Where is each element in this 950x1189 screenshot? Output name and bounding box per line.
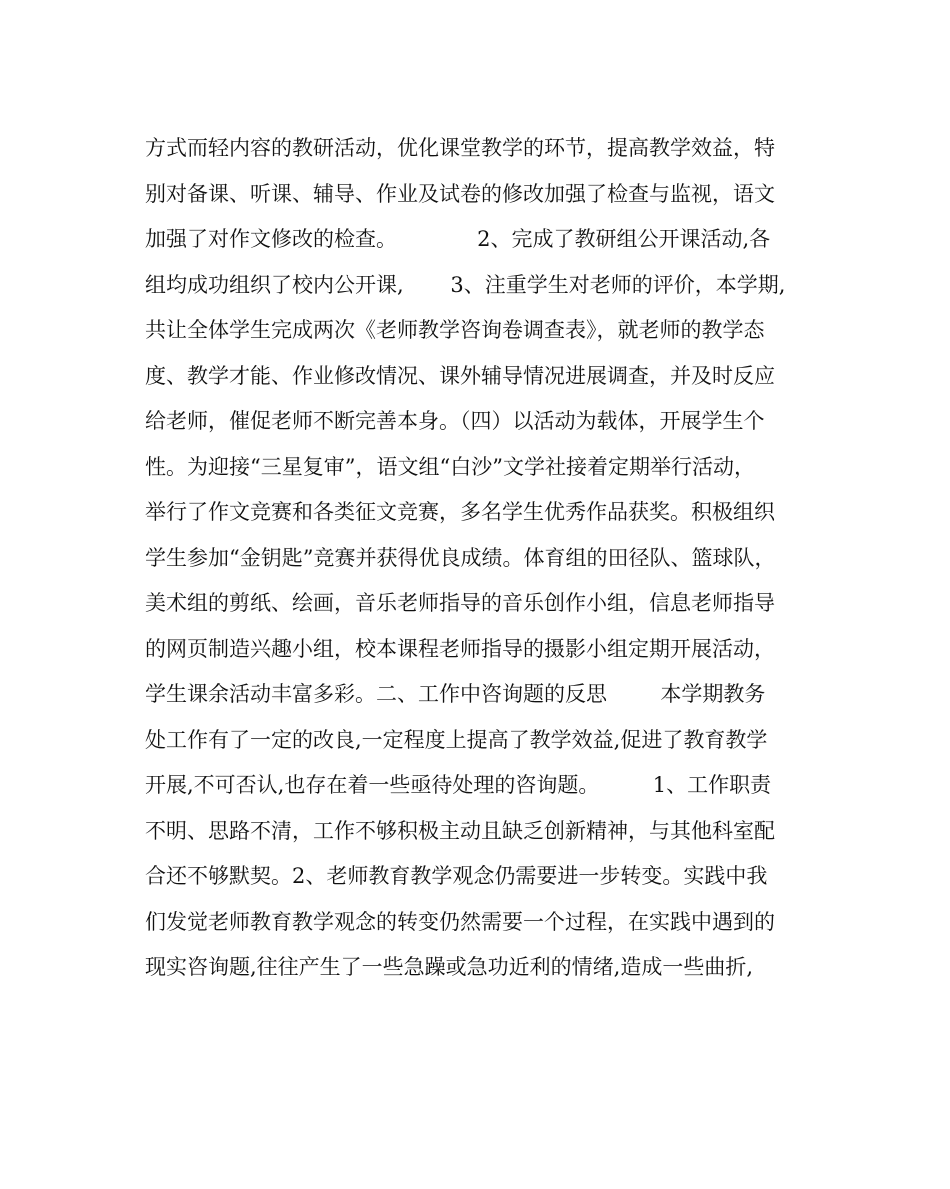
text-line: 性。为迎接“三星复审”，语文组“白沙”文学社接着定期举行活动，: [145, 454, 755, 479]
text-line: 学生参加“金钥匙”竞赛并获得优良成绩。体育组的田径队、篮球队，: [145, 545, 776, 570]
text-line: 给老师，催促老师不断完善本身。（四）以活动为载体，开展学生个: [145, 409, 765, 433]
text-line: 组均成功组织了校内公开课, 3、注重学生对老师的评价，本学期,: [145, 272, 786, 297]
text-line: 别对备课、听课、辅导、作业及试卷的修改加强了检查与监视，语文: [145, 181, 775, 206]
text-line: 举行了作文竞赛和各类征文竞赛，多名学生优秀作品获奖。积极组织: [145, 500, 775, 524]
text-line: 们发觉老师教育教学观念的转变仍然需要一个过程，在实践中遇到的: [145, 909, 775, 934]
text-line: 加强了对作文修改的检查。 2、完成了教研组公开课活动,各: [145, 227, 771, 251]
text-line: 学生课余活动丰富多彩。二、工作中咨询题的反思 本学期教务: [145, 682, 766, 706]
text-line: 不明、思路不清，工作不够积极主动且缺乏创新精神，与其他科室配: [145, 818, 775, 843]
text-line: 方式而轻内容的教研活动，优化课堂教学的环节，提高教学效益，特: [145, 136, 775, 160]
text-line: 度、教学才能、作业修改情况、课外辅导情况进展调查，并及时反应: [145, 363, 775, 388]
text-line: 现实咨询题,往往产生了一些急躁或急功近利的情绪,造成一些曲折,: [145, 955, 754, 979]
text-line: 开展,不可否认,也存在着一些亟待处理的咨询题。 1、工作职责: [145, 773, 772, 797]
text-line: 共让全体学生完成两次《老师教学咨询卷调查表》，就老师的教学态: [145, 318, 765, 342]
text-line: 美术组的剪纸、绘画，音乐老师指导的音乐创作小组，信息老师指导: [145, 591, 775, 615]
text-line: 处工作有了一定的改良,一定程度上提高了教学效益,促进了教育教学: [145, 727, 768, 752]
text-line: 的网页制造兴趣小组，校本课程老师指导的摄影小组定期开展活动，: [145, 636, 775, 661]
body-text: [145, 126, 815, 991]
text-line: 合还不够默契。2、老师教育教学观念仍需要进一步转变。实践中我: [145, 864, 768, 888]
